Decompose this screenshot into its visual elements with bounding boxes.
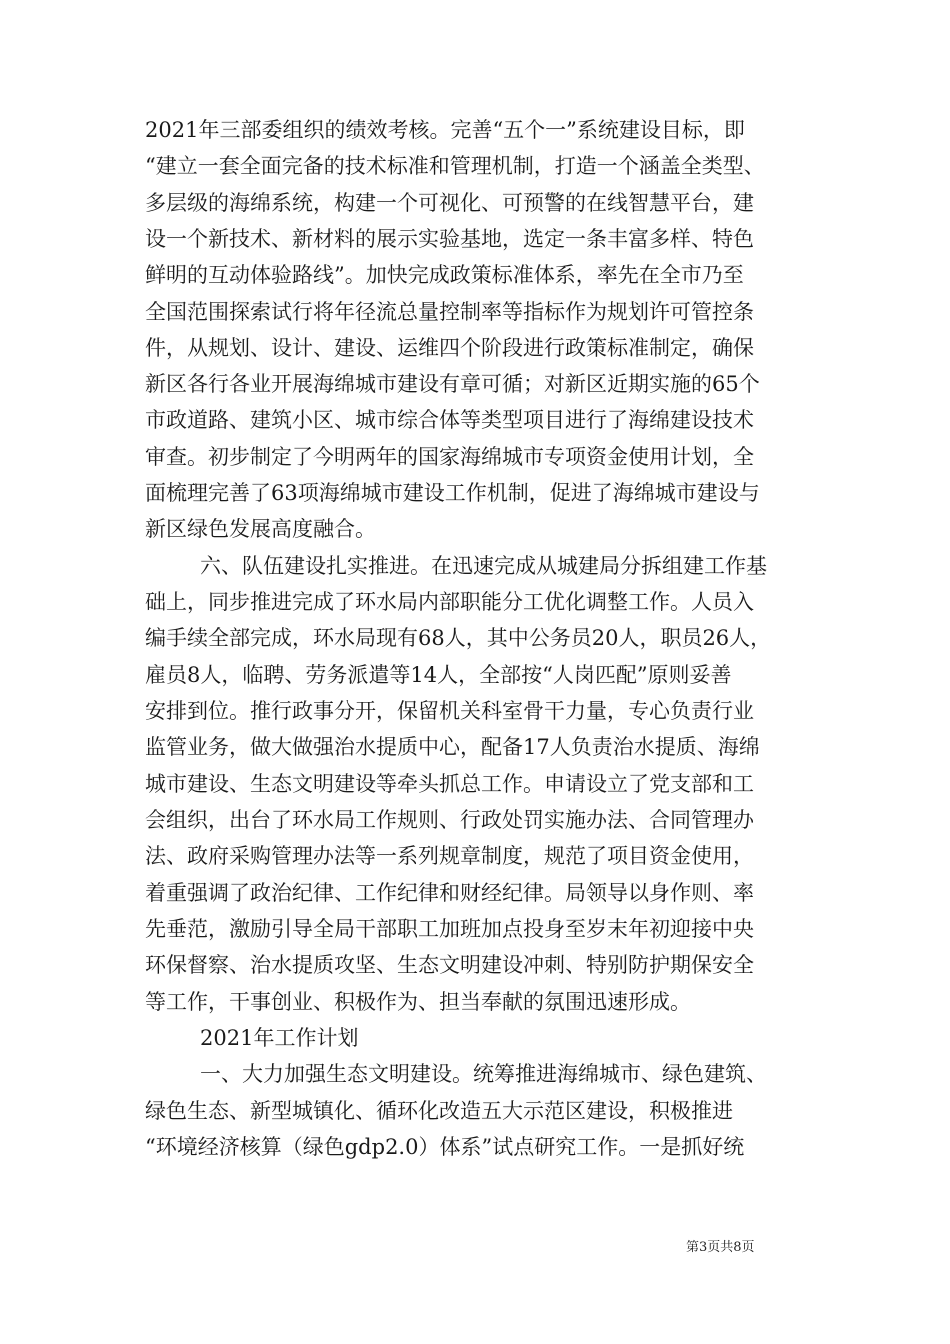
text-line: 2021年三部委组织的绩效考核。完善“五个一”系统建设目标，即 [145, 118, 745, 142]
text-line: 设一个新技术、新材料的展示实验基地，选定一条丰富多样、特色 [145, 227, 754, 251]
text-line: 会组织，出台了环水局工作规则、行政处罚实施办法、合同管理办 [145, 808, 754, 832]
text-line: “环境经济核算（绿色gdp2.0）体系”试点研究工作。一是抓好统 [145, 1135, 745, 1159]
text-line: 六、队伍建设扎实推进。在迅速完成从城建局分拆组建工作基 [200, 554, 767, 578]
text-line: 绿色生态、新型城镇化、循环化改造五大示范区建设，积极推进 [145, 1099, 733, 1123]
text-line: 监管业务，做大做强治水提质中心，配备17人负责治水提质、海绵 [145, 735, 760, 759]
text-line: 一、大力加强生态文明建设。统筹推进海绵城市、绿色建筑、 [200, 1062, 767, 1086]
text-line: 新区各行各业开展海绵城市建设有章可循；对新区近期实施的65个 [145, 372, 760, 396]
text-line: 础上，同步推进完成了环水局内部职能分工优化调整工作。人员入 [145, 590, 754, 614]
section-heading: 2021年工作计划 [200, 1026, 359, 1050]
text-line: 等工作，干事创业、积极作为、担当奉献的氛围迅速形成。 [145, 990, 691, 1014]
text-line: 雇员8人，临聘、劳务派遣等14人，全部按“人岗匹配”原则妥善 [145, 663, 732, 687]
text-line: 城市建设、生态文明建设等牵头抓总工作。申请设立了党支部和工 [145, 772, 754, 796]
text-line: 多层级的海绵系统，构建一个可视化、可预警的在线智慧平台，建 [145, 191, 754, 215]
text-line: 安排到位。推行政事分开，保留机关科室骨干力量，专心负责行业 [145, 699, 754, 723]
text-line: 鲜明的互动体验路线”。加快完成政策标准体系，率先在全市乃至 [145, 263, 744, 287]
text-line: 面梳理完善了63项海绵城市建设工作机制，促进了海绵城市建设与 [145, 481, 760, 505]
text-line: 新区绿色发展高度融合。 [145, 517, 376, 541]
text-line: 市政道路、建筑小区、城市综合体等类型项目进行了海绵建设技术 [145, 408, 754, 432]
text-line: 审查。初步制定了今明两年的国家海绵城市专项资金使用计划，全 [145, 445, 754, 469]
page-number: 第3页共8页 [686, 1240, 755, 1255]
text-line: 全国范围探索试行将年径流总量控制率等指标作为规划许可管控条 [145, 300, 754, 324]
text-line: 编手续全部完成，环水局现有68人，其中公务员20人，职员26人， [145, 626, 772, 650]
text-line: 着重强调了政治纪律、工作纪律和财经纪律。局领导以身作则、率 [145, 881, 754, 905]
text-line: 件，从规划、设计、建设、运维四个阶段进行政策标准制定，确保 [145, 336, 754, 360]
text-line: 先垂范，激励引导全局干部职工加班加点投身至岁末年初迎接中央 [145, 917, 754, 941]
text-line: “建立一套全面完备的技术标准和管理机制，打造一个涵盖全类型、 [145, 154, 765, 178]
text-line: 环保督察、治水提质攻坚、生态文明建设冲刺、特别防护期保安全 [145, 953, 754, 977]
text-line: 法、政府采购管理办法等一系列规章制度，规范了项目资金使用， [145, 844, 754, 868]
